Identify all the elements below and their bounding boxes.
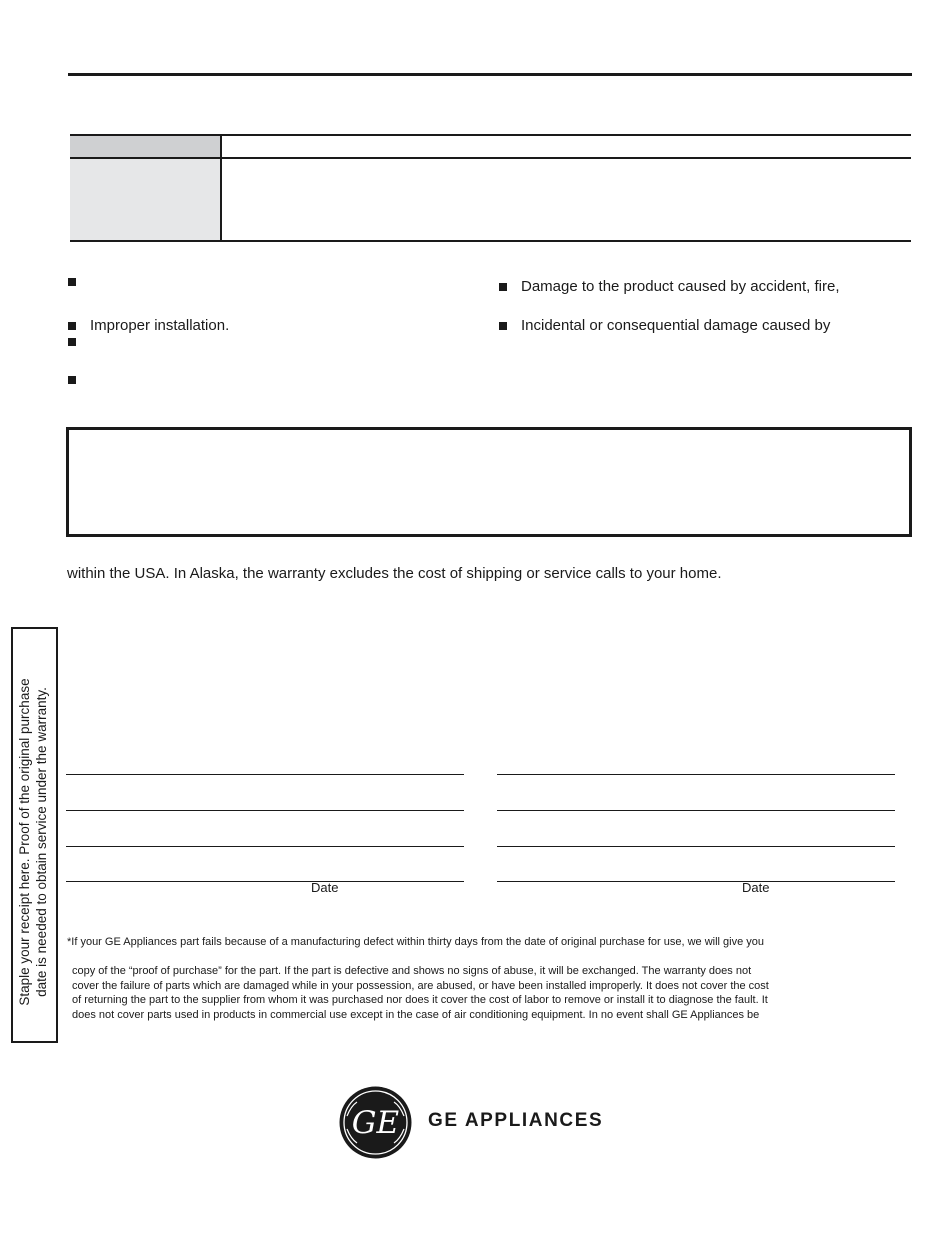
signature-line[interactable]: [66, 846, 464, 847]
bullet-square-icon: [499, 283, 507, 291]
list-item: [68, 278, 90, 286]
table-header-cell: [70, 136, 220, 157]
staple-note-line: date is needed to obtain service under the warranty.: [34, 687, 49, 997]
staple-receipt-note: [16, 642, 50, 1042]
fine-print-line: of returning the part to the supplier from whom it was purchased nor does it cover the cost of labor to remove or install it to diagnose the fault. It: [72, 994, 768, 1006]
fine-print-line: *If your GE Appliances part fails because of a manufacturing defect within thirty days from the date of original purchase for use, we will give you: [67, 936, 765, 948]
bullet-square-icon: [68, 322, 76, 330]
list-item: [68, 338, 90, 346]
coverage-note: within the USA. In Alaska, the warranty excludes the cost of shipping or service calls to your home.: [67, 565, 722, 582]
bullet-square-icon: [499, 322, 507, 330]
table-divider: [220, 134, 222, 242]
table-mid-line: [70, 157, 911, 159]
signature-line[interactable]: [497, 774, 895, 775]
exclusion-text: Improper installation.: [90, 317, 230, 334]
fine-print-line: does not cover parts used in products in commercial use except in the case of air conditioning equipment. In no event shall GE Appliances be: [72, 1008, 760, 1021]
signature-line[interactable]: [66, 774, 464, 775]
notice-box: [66, 427, 912, 537]
exclusion-text: Incidental or consequential damage caused by: [521, 317, 831, 334]
table-bottom-line: [70, 240, 911, 242]
list-item: [68, 376, 90, 384]
brand-name: GE APPLIANCES: [428, 1110, 604, 1131]
signature-line[interactable]: [66, 881, 464, 882]
logo-monogram: GE: [351, 1105, 400, 1141]
fine-print-line: copy of the “proof of purchase” for the part. If the part is defective and shows no signs of abuse, it will be exchanged. The warranty does not: [72, 965, 752, 977]
signature-line[interactable]: [497, 846, 895, 847]
exclusion-text: Damage to the product caused by accident, fire,: [521, 278, 840, 295]
signature-line[interactable]: [497, 881, 895, 882]
bullet-square-icon: [68, 376, 76, 384]
list-item: [68, 317, 229, 335]
table-top-line: [70, 134, 911, 136]
table-period-cell: [70, 159, 220, 240]
bullet-square-icon: [68, 338, 76, 346]
fine-print-line: cover the failure of parts which are damaged while in your possession, are abused, or have been installed improperly. It does not cover the cost: [72, 979, 769, 992]
warranty-table: [70, 134, 911, 242]
date-label: Date: [311, 880, 339, 895]
list-item: [499, 317, 830, 335]
signature-line[interactable]: [497, 810, 895, 811]
fine-print-intro: [67, 935, 764, 950]
staple-note-line: Staple your receipt here. Proof of the original purchase: [17, 678, 32, 1006]
top-rule: [68, 73, 912, 76]
ge-monogram-icon: [339, 1086, 412, 1159]
date-label: Date: [742, 880, 770, 895]
list-item: [499, 278, 840, 296]
fine-print-body: [72, 964, 769, 1022]
bullet-square-icon: [68, 278, 76, 286]
signature-line[interactable]: [66, 810, 464, 811]
